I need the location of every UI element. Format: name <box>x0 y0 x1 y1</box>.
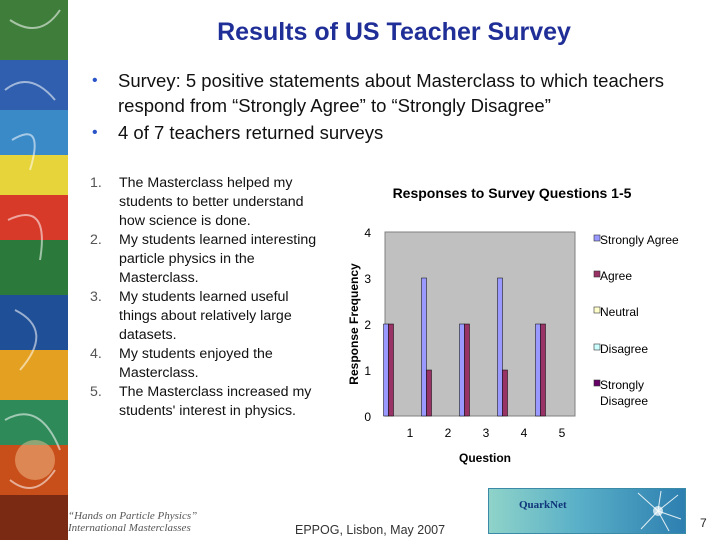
y-tick-label: 1 <box>364 364 371 378</box>
legend-label: Neutral <box>600 305 639 319</box>
statement-number: 4. <box>90 346 102 362</box>
chart-title: Responses to Survey Questions 1-5 <box>392 185 632 201</box>
legend-label: Disagree <box>600 394 649 408</box>
y-tick-label: 2 <box>364 318 371 332</box>
bar-1-q4 <box>498 278 503 416</box>
statement-list <box>90 174 322 421</box>
bar-2-q3 <box>465 324 470 416</box>
particle-burst-icon <box>633 489 683 533</box>
x-tick-label: 4 <box>520 426 528 440</box>
page-number: 7 <box>700 516 707 530</box>
bullet-text: 4 of 7 teachers returned surveys <box>118 122 384 143</box>
statement-text: The Masterclass increased my students' interest in physics. <box>119 384 312 419</box>
statement-item <box>90 345 322 383</box>
y-axis-label: Response Frequency <box>347 263 361 385</box>
legend-label: Strongly Agree <box>600 233 679 247</box>
x-tick-label: 3 <box>482 426 490 440</box>
bullet-item <box>92 68 712 118</box>
bar-2-q2 <box>427 370 432 416</box>
logo-left-line2: International Masterclasses <box>68 522 191 534</box>
bar-1-q2 <box>422 278 427 416</box>
bullet-item <box>92 120 712 145</box>
x-axis-label: Question <box>458 451 512 465</box>
bullet-list <box>92 68 712 147</box>
bar-1-q3 <box>460 324 465 416</box>
y-tick-label: 4 <box>364 226 371 240</box>
logo-left-line1: “Hands on Particle Physics” <box>68 510 198 522</box>
bullet-dot-icon: • <box>92 72 98 89</box>
x-tick-label: 2 <box>444 426 452 440</box>
legend-label: Strongly <box>600 378 645 392</box>
slide-title: Results of US Teacher Survey <box>217 18 571 46</box>
bar-2-q4 <box>503 370 508 416</box>
statement-item <box>90 231 322 288</box>
statement-item <box>90 383 322 421</box>
statement-text: My students enjoyed the Masterclass. <box>119 346 273 381</box>
statement-number: 5. <box>90 384 102 400</box>
bar-1-q1 <box>384 324 389 416</box>
y-tick-label: 3 <box>364 272 371 286</box>
statement-number: 1. <box>90 175 102 191</box>
statement-item <box>90 288 322 345</box>
statement-text: My students learned useful things about relatively large datasets. <box>119 289 292 343</box>
bar-2-q1 <box>389 324 394 416</box>
bullet-dot-icon: • <box>92 124 98 141</box>
statement-number: 3. <box>90 289 102 305</box>
survey-bar-chart <box>342 176 716 470</box>
statement-number: 2. <box>90 232 102 248</box>
plot-area <box>385 232 575 416</box>
statement-item <box>90 174 322 231</box>
statement-text: The Masterclass helped my students to better understand how science is done. <box>119 175 304 229</box>
bar-1-q5 <box>536 324 541 416</box>
quarknet-logo-text: QuarkNet <box>519 499 567 511</box>
y-tick-label: 0 <box>364 410 371 424</box>
bar-2-q5 <box>541 324 546 416</box>
x-tick-label: 1 <box>406 426 414 440</box>
bullet-text: Survey: 5 positive statements about Masterclass to which teachers respond from “Strongly Agree” to “Strongly Disagree” <box>118 70 665 116</box>
quarknet-logo <box>488 488 686 534</box>
decorative-sidebar <box>0 0 68 540</box>
legend-label: Agree <box>600 269 633 283</box>
x-tick-label: 5 <box>558 426 566 440</box>
conference-label: EPPOG, Lisbon, May 2007 <box>295 523 446 537</box>
masterclass-logo <box>68 510 197 534</box>
statement-text: My students learned interesting particle physics in the Masterclass. <box>119 232 317 286</box>
legend-label: Disagree <box>600 342 649 356</box>
